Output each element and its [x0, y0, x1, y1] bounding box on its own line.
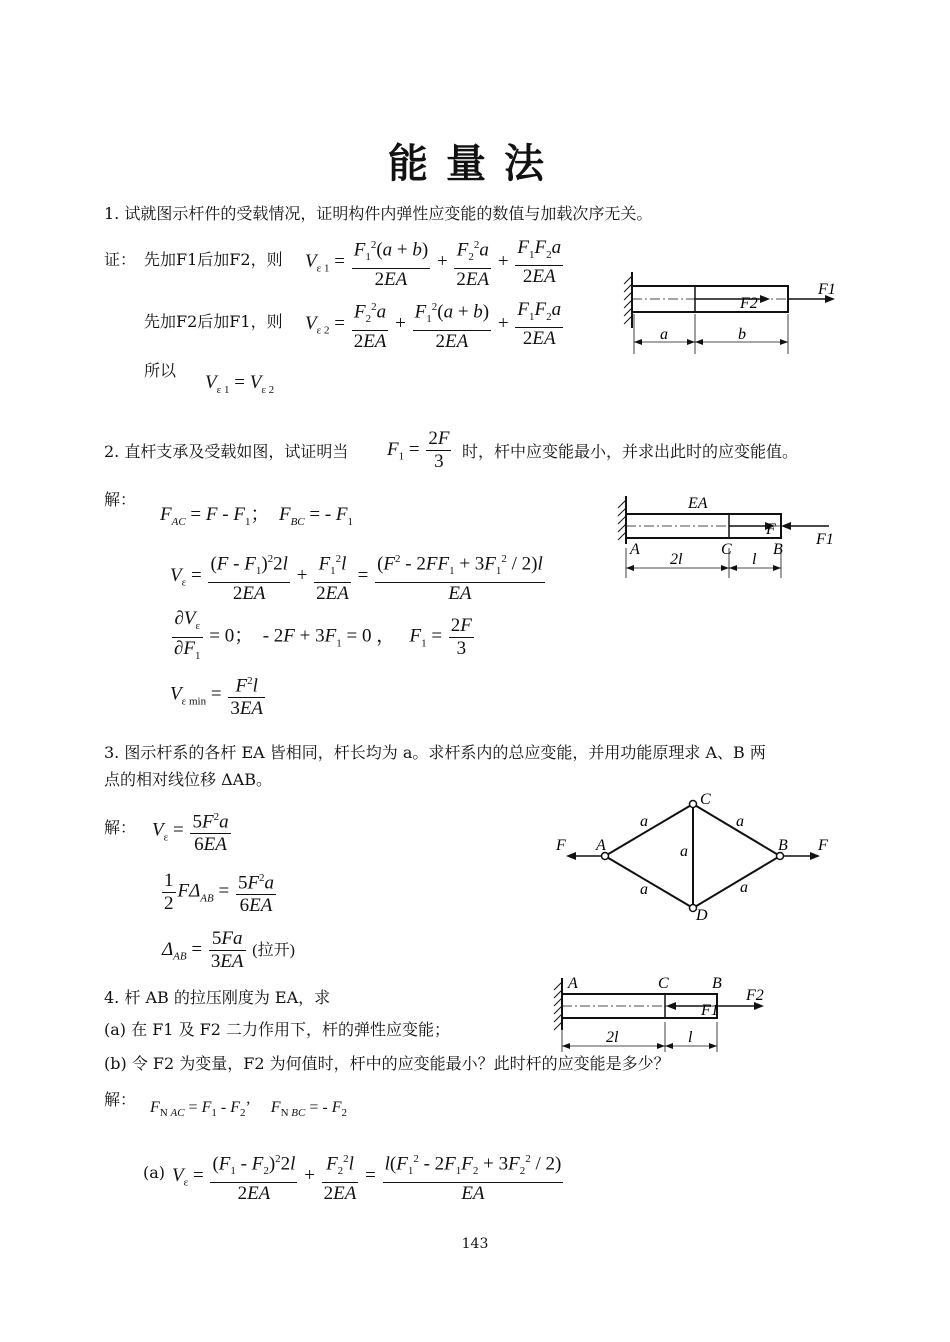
- fig4-label-l: l: [688, 1029, 693, 1046]
- problem-4-part-b: (b) 令 F2 为变量，F2 为何值时，杆中的应变能最小？此时杆的应变能是多少？: [104, 1054, 670, 1073]
- order-1-text: 先加F1后加F2，则: [144, 250, 283, 269]
- page-number: 143: [461, 1236, 489, 1252]
- fig3-label-b-node: B: [778, 837, 788, 854]
- formula-delta-ab: $\Delta_{AB}$ = $\frac{5Fa}{3EA}$ (拉开): [162, 928, 295, 972]
- fig4-label-f1: F1: [701, 1002, 719, 1019]
- fig3-label-d-node: D: [696, 907, 708, 924]
- formula-f1-condition: $F_1$ = $\frac{2F}{3}$: [387, 428, 450, 472]
- order-2-text: 先加F2后加F1，则: [144, 312, 283, 331]
- fig4-label-a: A: [568, 975, 578, 992]
- formula-derivative: $\frac{\partial V_\varepsilon}{\partial F_1}$ = 0； - $2F + 3F_1 = 0$ ， $F_1$ = $\frac{2F}{3}$: [174, 608, 472, 662]
- problem-3-question-line2: 点的相对线位移 ΔAB。: [104, 770, 272, 789]
- fig4-label-2l: 2l: [606, 1029, 619, 1046]
- figure-3-truss: [550, 788, 850, 928]
- fig4-label-b: B: [712, 975, 722, 992]
- fig3-label-f-right: F: [818, 837, 828, 854]
- figure-1-bar: [620, 270, 840, 360]
- fig3-label-f-left: F: [556, 837, 566, 854]
- fig1-label-b: b: [738, 326, 746, 343]
- fig1-label-f1: F1: [818, 281, 836, 298]
- fig3-label-a-cd: a: [680, 843, 688, 860]
- fig3-label-a-ac: a: [640, 813, 648, 830]
- formula-v-eps-4: $V_\varepsilon$ = $\frac{(F_1 - F_2)^22l}{2EA}$ + $\frac{F_2^2l}{2EA}$ = $\frac{l(F_1^2 - 2F_1F_2 + 3F_2^2 / 2)}{EA}$: [172, 1148, 565, 1205]
- solution-label-2: 解：: [104, 490, 137, 509]
- fig2-label-f: F: [766, 521, 776, 538]
- fig2-label-b: B: [773, 541, 783, 558]
- formula-axial-forces-4: $F_{N AC} = F_1 - F_2$’ $F_{N BC}$ = - $F_2$: [150, 1099, 347, 1120]
- fig3-label-a-cb: a: [736, 813, 744, 830]
- fig3-label-a-db: a: [740, 879, 748, 896]
- formula-equal: $V_{\varepsilon 1} = V_{\varepsilon 2}$: [205, 372, 275, 396]
- formula-v-eps-min: $V_{\varepsilon min}$ = $\frac{F^2l}{3EA}$: [170, 670, 267, 720]
- fig2-label-l: l: [752, 551, 757, 568]
- formula-v-eps2: $V_{\varepsilon 2}$ = $\frac{F_2^2a}{2EA}$ + $\frac{F_1^2(a + b)}{2EA}$ + $\frac{F_1F_2a}{2EA}$: [305, 296, 565, 353]
- formula-v-eps-2: $V_\varepsilon$ = $\frac{(F - F_1)^22l}{2EA}$ + $\frac{F_1^2l}{2EA}$ = $\frac{(F^2 - 2FF_1 + 3F_1^2 / 2)l}{EA}$: [170, 548, 547, 605]
- delta-note: (拉开): [252, 941, 295, 959]
- problem-2-question-post: 时，杆中应变能最小，并求出此时的应变能值。: [462, 442, 799, 461]
- therefore-text: 所以: [144, 361, 177, 380]
- fig1-label-a: a: [660, 326, 668, 343]
- formula-work-energy: $\frac{1}{2}$ $F\Delta_{AB}$ = $\frac{5F^2a}{6EA}$: [160, 867, 278, 917]
- fig2-label-a: A: [630, 541, 640, 558]
- formula-axial-forces: $F_{AC} = F - F_1$； $F_{BC}$ = - $F_1$: [160, 504, 354, 528]
- proof-label: 证：: [104, 250, 137, 269]
- problem-1-question: 1. 试就图示杆件的受载情况，证明构件内弹性应变能的数值与加载次序无关。: [104, 204, 653, 223]
- formula-v-eps-3: $V_\varepsilon$ = $\frac{5F^2a}{6EA}$: [152, 806, 233, 856]
- problem-3-question-line1: 3. 图示杆系的各杆 EA 皆相同，杆长均为 a。求杆系内的总应变能，并用功能原理求 A、B 两: [104, 743, 766, 762]
- figure-2-bar: [610, 490, 850, 585]
- formula-v-eps1: $V_{\varepsilon 1}$ = $\frac{F_1^2(a + b)}{2EA}$ + $\frac{F_2^2a}{2EA}$ + $\frac{F_1F_2a}{2EA}$: [305, 234, 565, 291]
- fig2-label-f1: F1: [816, 531, 834, 548]
- problem-4-part-a: (a) 在 F1 及 F2 二力作用下，杆的弹性应变能；: [104, 1020, 451, 1039]
- fig1-label-f2: F2: [740, 295, 758, 312]
- part-a-label: (a): [143, 1163, 166, 1182]
- problem-4-question: 4. 杆 AB 的拉压刚度为 EA，求: [104, 988, 331, 1007]
- solution-label-3: 解：: [104, 818, 137, 837]
- fig3-label-a-node: A: [596, 837, 606, 854]
- fig2-label-c: C: [721, 541, 732, 558]
- problem-2-question-pre: 2. 直杆支承及受载如图，试证明当: [104, 442, 349, 461]
- fig4-label-f2: F2: [746, 987, 764, 1004]
- page-title: 能量法: [388, 140, 562, 187]
- fig3-label-a-ad: a: [640, 881, 648, 898]
- fig2-label-2l: 2l: [670, 551, 683, 568]
- fig2-label-ea: EA: [688, 495, 708, 512]
- figure-4-bar: [546, 972, 776, 1057]
- fig4-label-c: C: [658, 975, 669, 992]
- solution-label-4: 解：: [104, 1090, 137, 1109]
- fig3-label-c-node: C: [700, 791, 711, 808]
